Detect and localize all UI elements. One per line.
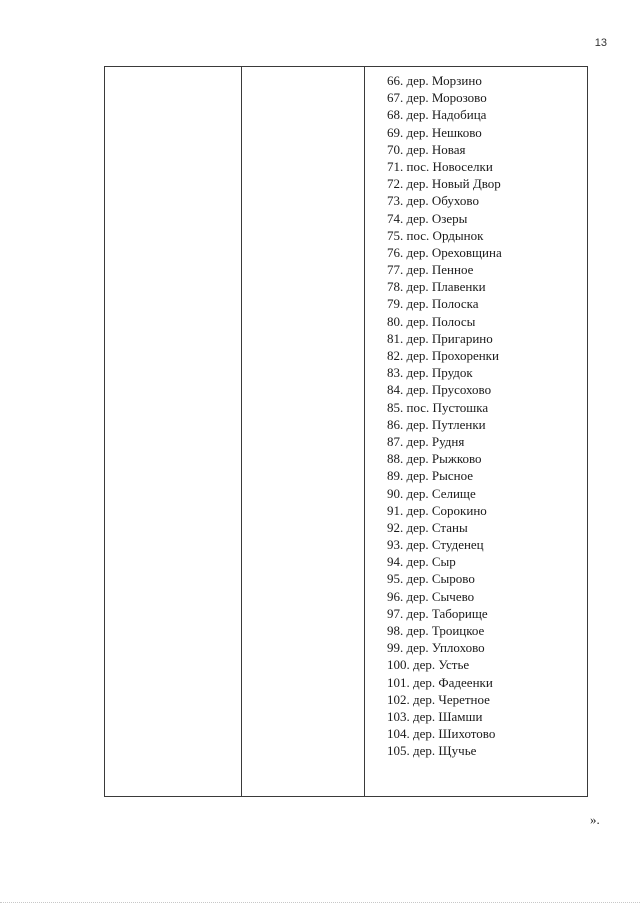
list-item: 84. дер. Прусохово [387, 382, 492, 398]
list-item: 72. дер. Новый Двор [387, 176, 501, 192]
list-item: 75. пос. Ордынок [387, 227, 484, 243]
list-item: 93. дер. Студенец [387, 537, 484, 553]
list-item: 90. дер. Селище [387, 485, 476, 501]
list-item: 91. дер. Сорокино [387, 502, 487, 518]
list-item: 71. пос. Новоселки [387, 158, 493, 174]
list-item: 97. дер. Таборище [387, 605, 488, 621]
list-item: 74. дер. Озеры [387, 210, 468, 226]
closing-quote-mark: ». [590, 812, 600, 827]
list-item: 87. дер. Рудня [387, 433, 465, 449]
list-item: 69. дер. Нешково [387, 124, 482, 140]
list-item: 94. дер. Сыр [387, 554, 456, 570]
list-item: 82. дер. Прохоренки [387, 348, 499, 363]
list-item: 79. дер. Полоска [387, 296, 479, 312]
list-item: 85. пос. Пустошка [387, 399, 489, 415]
list-item: 83. дер. Прудок [387, 365, 473, 381]
list-item: 66. дер. Морзино [387, 73, 482, 88]
list-item: 67. дер. Морозово [387, 90, 487, 106]
list-item: 80. дер. Полосы [387, 313, 476, 329]
list-item: 98. дер. Троицкое [387, 623, 485, 638]
settlements-table [104, 66, 588, 797]
list-item: 81. дер. Пригарино [387, 330, 493, 346]
list-item: 96. дер. Сычево [387, 588, 475, 604]
page-number: 13 [594, 37, 607, 49]
list-item: 89. дер. Рысное [387, 468, 474, 484]
column-divider [364, 67, 365, 796]
list-item: 105. дер. Щучье [387, 743, 477, 759]
list-item: 73. дер. Обухово [387, 193, 479, 209]
list-item: 68. дер. Надобица [387, 107, 487, 123]
scan-edge-line [0, 902, 640, 904]
list-item: 86. дер. Путленки [387, 416, 486, 432]
list-item: 78. дер. Плавенки [387, 279, 486, 295]
list-item: 95. дер. Сырово [387, 571, 475, 587]
list-item: 102. дер. Черетное [387, 691, 490, 707]
list-item: 76. дер. Ореховщина [387, 244, 502, 260]
list-item: 77. дер. Пенное [387, 262, 474, 278]
table-column-1-empty [105, 67, 241, 796]
list-item: 104. дер. Шихотово [387, 726, 496, 742]
settlement-list [387, 72, 502, 760]
list-item: 101. дер. Фадеенки [387, 674, 493, 690]
list-item: 92. дер. Станы [387, 519, 468, 535]
table-column-2-empty [242, 67, 364, 796]
list-item: 99. дер. Уплохово [387, 640, 485, 656]
list-item: 103. дер. Шамши [387, 708, 483, 724]
list-item: 100. дер. Устье [387, 657, 470, 673]
list-item: 88. дер. Рыжково [387, 451, 482, 467]
list-item: 70. дер. Новая [387, 141, 466, 157]
